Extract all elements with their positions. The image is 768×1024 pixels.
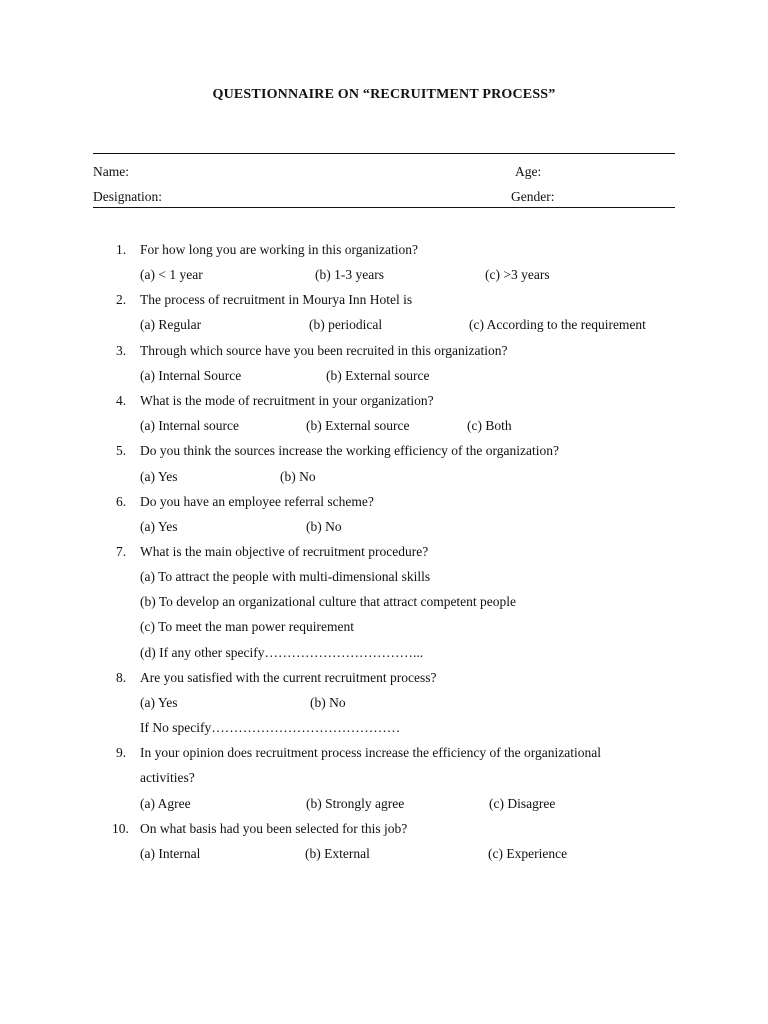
option: (c) According to the requirement bbox=[469, 317, 646, 332]
age-label: Age: bbox=[515, 164, 542, 179]
question-text: What is the mode of recruitment in your organization? bbox=[140, 393, 434, 408]
option: (b) External bbox=[305, 846, 370, 861]
header-bottom-rule bbox=[93, 207, 675, 208]
option: (b) No bbox=[306, 519, 342, 534]
option: (b) periodical bbox=[309, 317, 383, 332]
option: (b) No bbox=[310, 695, 346, 710]
question-text: What is the main objective of recruitment procedure? bbox=[140, 544, 429, 559]
option: (a) Internal Source bbox=[140, 368, 242, 383]
question-number: 6. bbox=[116, 494, 127, 509]
option: (b) No bbox=[280, 469, 316, 484]
option: (a) To attract the people with multi-dimensional skills bbox=[140, 569, 431, 584]
option: (a) Yes bbox=[140, 519, 178, 534]
option: (b) Strongly agree bbox=[306, 796, 405, 811]
option: (c) >3 years bbox=[485, 267, 550, 282]
question-text: In your opinion does recruitment process increase the efficiency of the organizational bbox=[140, 745, 601, 760]
option: (c) Disagree bbox=[489, 796, 556, 811]
option: (b) External source bbox=[306, 418, 410, 433]
question-text: Are you satisfied with the current recruitment process? bbox=[140, 670, 437, 685]
question-number: 10. bbox=[112, 821, 129, 836]
question-text: For how long you are working in this organization? bbox=[140, 242, 418, 257]
question-text: On what basis had you been selected for this job? bbox=[140, 821, 408, 836]
option: (a) < 1 year bbox=[140, 267, 203, 282]
name-label: Name: bbox=[93, 164, 129, 179]
option: (a) Internal source bbox=[140, 418, 239, 433]
designation-label: Designation: bbox=[93, 189, 162, 204]
option: (c) To meet the man power requirement bbox=[140, 619, 354, 634]
option: (c) Both bbox=[467, 418, 512, 433]
header-top-rule bbox=[93, 153, 675, 154]
question-number: 8. bbox=[116, 670, 127, 685]
question-text-continued: activities? bbox=[140, 770, 195, 785]
question-number: 2. bbox=[116, 292, 127, 307]
option: (b) 1-3 years bbox=[315, 267, 384, 282]
option: (a) Yes bbox=[140, 469, 178, 484]
option: (a) Yes bbox=[140, 695, 178, 710]
question-number: 1. bbox=[116, 242, 127, 257]
question-number: 3. bbox=[116, 343, 127, 358]
question-text: Through which source have you been recruited in this organization? bbox=[140, 343, 508, 358]
question-text: The process of recruitment in Mourya Inn Hotel is bbox=[140, 292, 413, 307]
question-number: 4. bbox=[116, 393, 127, 408]
question-number: 9. bbox=[116, 745, 127, 760]
option: (a) Regular bbox=[140, 317, 202, 332]
question-number: 7. bbox=[116, 544, 127, 559]
specify-line: If No specify…………………………………… bbox=[140, 720, 401, 735]
option: (c) Experience bbox=[488, 846, 568, 861]
gender-label: Gender: bbox=[511, 189, 555, 204]
option: (a) Agree bbox=[140, 796, 191, 811]
option: (b) External source bbox=[326, 368, 430, 383]
page-title: QUESTIONNAIRE ON “RECRUITMENT PROCESS” bbox=[212, 87, 556, 102]
option: (b) To develop an organizational culture that attract competent people bbox=[140, 594, 517, 609]
question-number: 5. bbox=[116, 443, 127, 458]
question-text: Do you think the sources increase the working efficiency of the organization? bbox=[140, 443, 559, 458]
option: (a) Internal bbox=[140, 846, 201, 861]
question-text: Do you have an employee referral scheme? bbox=[140, 494, 374, 509]
option: (d) If any other specify……………………………... bbox=[140, 645, 424, 660]
